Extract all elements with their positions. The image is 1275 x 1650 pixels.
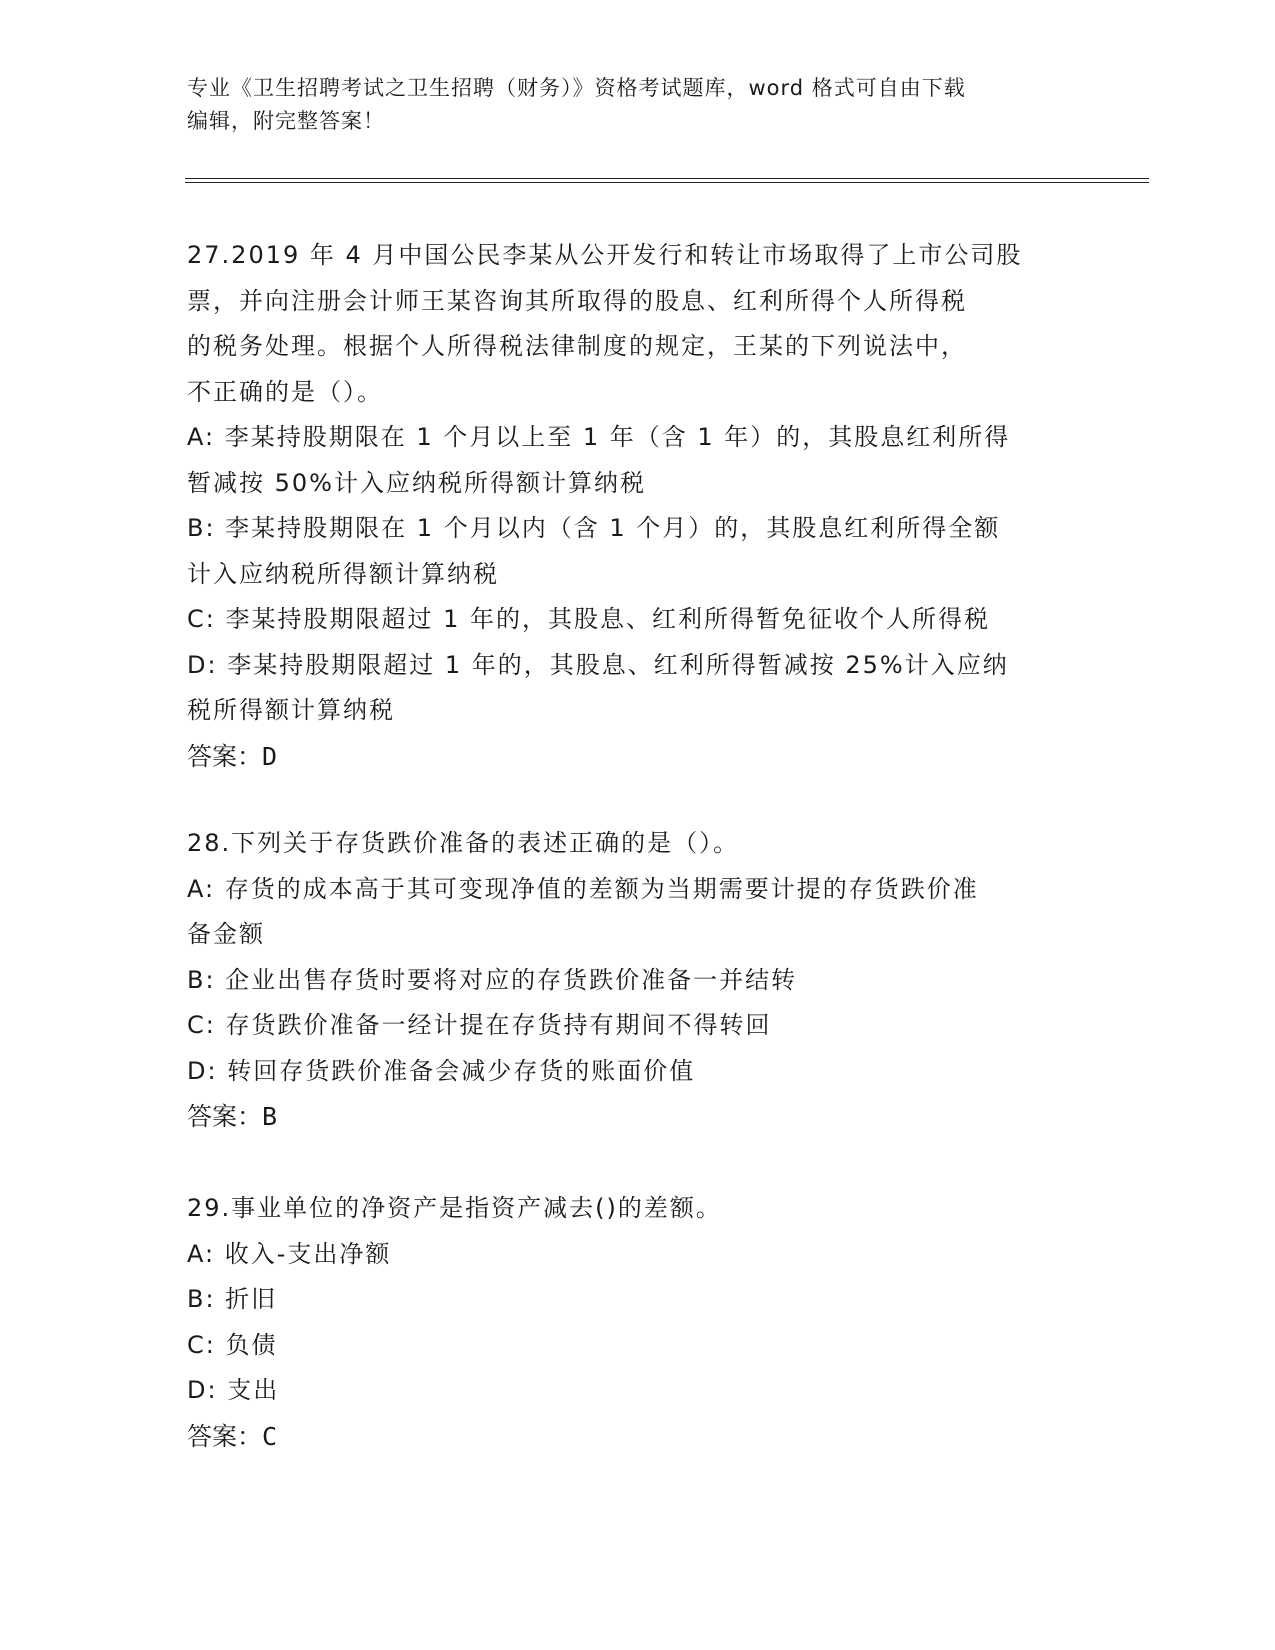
option-c-line: C: 负债: [187, 1330, 278, 1359]
option-a-line: 暂减按 50%计入应纳税所得额计算纳税: [187, 468, 646, 497]
question-stem-line: 票，并向注册会计师王某咨询其所取得的股息、红利所得个人所得税: [187, 286, 967, 315]
question-stem-line: 27.2019 年 4 月中国公民李某从公开发行和转让市场取得了上市公司股: [187, 241, 1023, 269]
option-b-line: 计入应纳税所得额计算纳税: [187, 559, 499, 588]
option-d-line: 税所得额计算纳税: [187, 696, 395, 724]
question-28: [187, 821, 1087, 1140]
option-c-line: C: 李某持股期限超过 1 年的，其股息、红利所得暂免征收个人所得税: [187, 605, 990, 633]
option-c-line: C: 存货跌价准备一经计提在存货持有期间不得转回: [187, 1011, 772, 1039]
header-line-1: 专业《卫生招聘考试之卫生招聘（财务）》资格考试题库，word 格式可自由下载: [187, 76, 966, 100]
answer-label: 答案：D: [187, 741, 278, 771]
option-a-line: A: 收入-支出净额: [187, 1239, 392, 1268]
option-b-line: B: 李某持股期限在 1 个月以内（含 1 个月）的，其股息红利所得全额: [187, 514, 1001, 542]
document-header: [187, 72, 1067, 138]
header-line-2: 编辑，附完整答案！: [187, 109, 385, 133]
question-stem-line: 28.下列关于存货跌价准备的表述正确的是（）。: [187, 829, 740, 857]
question-27: [187, 233, 1087, 779]
option-d-line: D: 转回存货跌价准备会减少存货的账面价值: [187, 1056, 696, 1085]
option-a-line: 备金额: [187, 920, 265, 948]
answer-label: 答案：B: [187, 1102, 278, 1131]
header-divider-bottom: [185, 182, 1149, 183]
option-d-line: D: 支出: [187, 1376, 280, 1404]
question-stem-line: 的税务处理。根据个人所得税法律制度的规定，王某的下列说法中，: [187, 332, 967, 360]
question-29: [187, 1186, 1087, 1459]
question-stem-line: 不正确的是（）。: [187, 377, 383, 406]
question-stem-line: 29.事业单位的净资产是指资产减去()的差额。: [187, 1194, 722, 1222]
option-a-line: A: 存货的成本高于其可变现净值的差额为当期需要计提的存货跌价准: [187, 874, 979, 903]
option-a-line: A: 李某持股期限在 1 个月以上至 1 年（含 1 年）的，其股息红利所得: [187, 423, 1011, 451]
header-divider-top: [185, 178, 1149, 179]
option-b-line: B: 折旧: [187, 1285, 278, 1313]
answer-label: 答案：C: [187, 1421, 278, 1451]
option-b-line: B: 企业出售存货时要将对应的存货跌价准备一并结转: [187, 965, 798, 994]
option-d-line: D: 李某持股期限超过 1 年的，其股息、红利所得暂减按 25%计入应纳: [187, 650, 1009, 679]
